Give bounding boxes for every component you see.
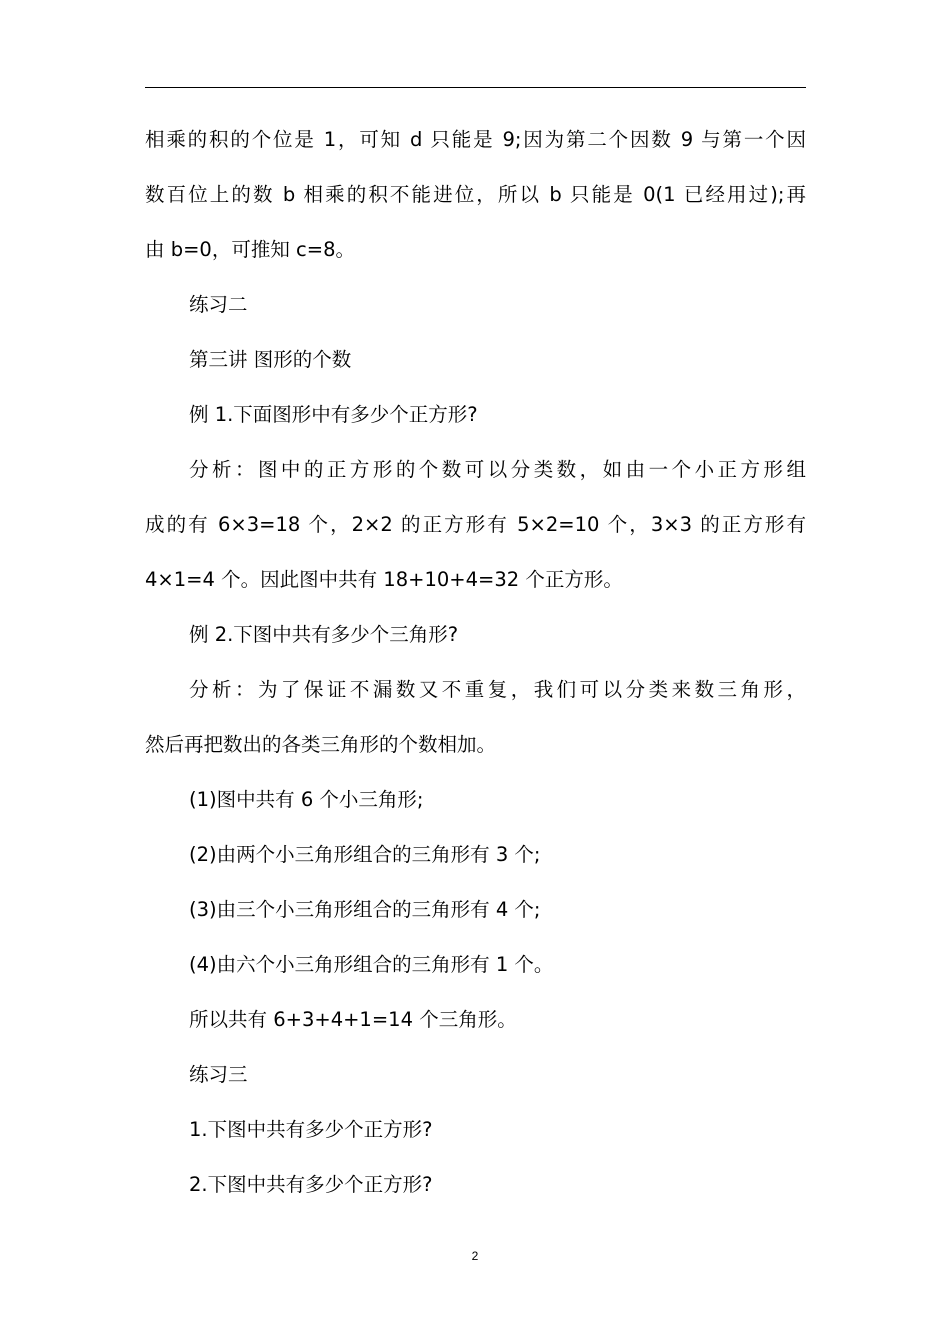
body-line: 相乘的积的个位是 1，可知 d 只能是 9;因为第二个因数 9 与第一个因 [145,128,806,151]
analysis-line: 分析：图中的正方形的个数可以分类数，如由一个小正方形组 [189,458,806,481]
analysis-line: 成的有 6×3=18 个，2×2 的正方形有 5×2=10 个，3×3 的正方形有 [145,513,806,536]
list-item: (2)由两个小三角形组合的三角形有 3 个; [189,843,541,866]
list-item: (3)由三个小三角形组合的三角形有 4 个; [189,898,541,921]
list-item: (4)由六个小三角形组合的三角形有 1 个。 [189,953,554,976]
exercise-heading: 练习三 [189,1063,248,1086]
analysis-line: 然后再把数出的各类三角形的个数相加。 [145,733,497,756]
conclusion-line: 所以共有 6+3+4+1=14 个三角形。 [189,1008,517,1031]
example-question: 例 2.下图中共有多少个三角形? [189,623,459,646]
document-body [145,112,806,1212]
body-line: 由 b=0，可推知 c=8。 [145,238,355,261]
lecture-heading: 第三讲 图形的个数 [189,348,352,371]
page-number: 2 [471,1249,479,1263]
exercise-question: 1.下图中共有多少个正方形? [189,1118,433,1141]
header-rule [145,87,806,88]
exercise-heading: 练习二 [189,293,248,316]
example-question: 例 1.下面图形中有多少个正方形? [189,403,478,426]
exercise-question: 2.下图中共有多少个正方形? [189,1173,433,1196]
list-item: (1)图中共有 6 个小三角形; [189,788,424,811]
analysis-line: 分析：为了保证不漏数又不重复，我们可以分类来数三角形， [189,678,806,701]
body-line: 数百位上的数 b 相乘的积不能进位，所以 b 只能是 0(1 已经用过);再 [145,183,806,206]
analysis-line: 4×1=4 个。因此图中共有 18+10+4=32 个正方形。 [145,568,623,591]
